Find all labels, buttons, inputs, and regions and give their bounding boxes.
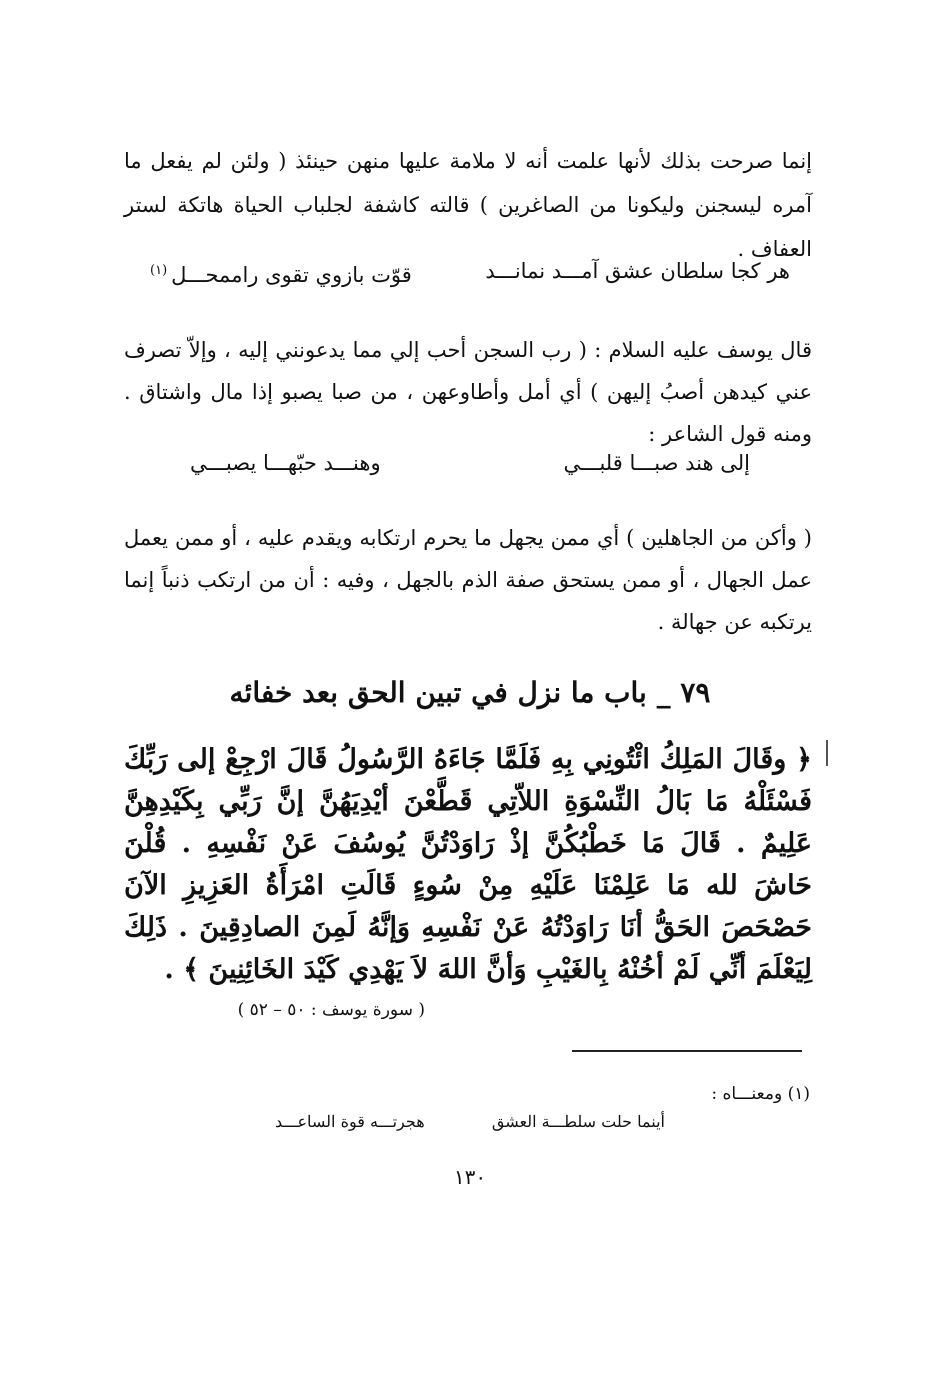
footnote-label: (١) ومعنـــاه :	[711, 1084, 810, 1104]
footnote-verse-first: أينما حلت سلطـــة العشق	[491, 1112, 665, 1131]
footnote-divider	[572, 1050, 802, 1052]
page-number: ١٣٠	[453, 1165, 487, 1189]
paragraph-commentary-3: ( وأكن من الجاهلين ) أي ممن يجهل ما يحرم ارتكابه ويقدم عليه ، أو ممن يعمل عمل الجهال ، أو ممن يستحق صفة الذم بالجهل ، وفيه : أن من ارتكب ذنباً إنما يرتكبه عن جهالة .	[124, 526, 812, 634]
quran-passage: ﴿ وقَالَ المَلِكُ ائْتُونِي بِهِ فَلَمَّا جَاءَهُ الرَّسُولُ قَالَ ارْجِعْ إلى رَبِّكَ فَسْئَلْهُ مَا بَالُ النِّسْوَةِ اللاّتِي قَطَّعْنَ أيْدِيَهُنَّ إنَّ رَبِّي بِكَيْدِهِنَّ عَلِيمٌ . قَالَ مَا خَطْبُكُنَّ إذْ رَاوَدْتُنَّ يُوسُفَ عَنْ نَفْسِهِ . قُلْنَ حَاشَ لله مَا عَلِمْنَا عَلَيْهِ مِنْ سُوءٍ قَالَتِ امْرَأَةُ العَزِيزِ الآنَ حَصْحَصَ الحَقُّ أنَا رَاوَدْتُهُ عَنْ نَفْسِهِ وَإنَّهُ لَمِنَ الصادِقِينَ . ذَلِكَ لِيَعْلَمَ أنِّي لَمْ أخُنْهُ بِالغَيْبِ وَأنَّ اللهَ لاَ يَهْدِي كَيْدَ الخَائِنِينَ ﴾ .	[124, 744, 812, 985]
footnote-reference: (١)	[150, 263, 168, 278]
verse-second-text: قوّت بازوي تقوى راممحـــل	[171, 263, 412, 287]
persian-verse	[150, 256, 790, 290]
verse-first-hemistich: هر كجا سلطان عشق آمـــد نمانـــد	[485, 259, 790, 283]
footnote-verse-second: هجرتـــه قوة الساعـــد	[275, 1112, 425, 1131]
footnote-verse	[275, 1108, 665, 1136]
verse2-first-hemistich: إلى هند صبـــا قلبـــي	[563, 451, 750, 475]
margin-mark	[826, 740, 828, 766]
verse-second-hemistich	[150, 256, 412, 290]
arabic-verse	[190, 448, 750, 478]
verse2-second-hemistich: وهنـــد حبّهـــا يصبـــي	[190, 451, 381, 475]
paragraph-commentary-1: إنما صرحت بذلك لأنها علمت أنه لا ملامة عليها منهن حينئذ ( ولئن لم يفعل ما آمره ليسجنن وليكونا من الصاغرين ) قالته كاشفة لجلباب الحياة هاتكة لستر العفاف .	[124, 149, 812, 261]
chapter-heading: ٧٩ _ باب ما نزل في تبين الحق بعد خفائه	[229, 676, 711, 710]
paragraph-commentary-2: قال يوسف عليه السلام : ( رب السجن أحب إلي مما يدعونني إليه ، وإلاّ تصرف عني كيدهن أصبُ إليهن ) أي أمل وأطاوعهن ، من صبا يصبو إذا مال واشتاق . ومنه قول الشاعر :	[124, 338, 812, 446]
surah-reference: ( سورة يوسف : ٥٠ – ٥٢ )	[237, 1000, 425, 1020]
